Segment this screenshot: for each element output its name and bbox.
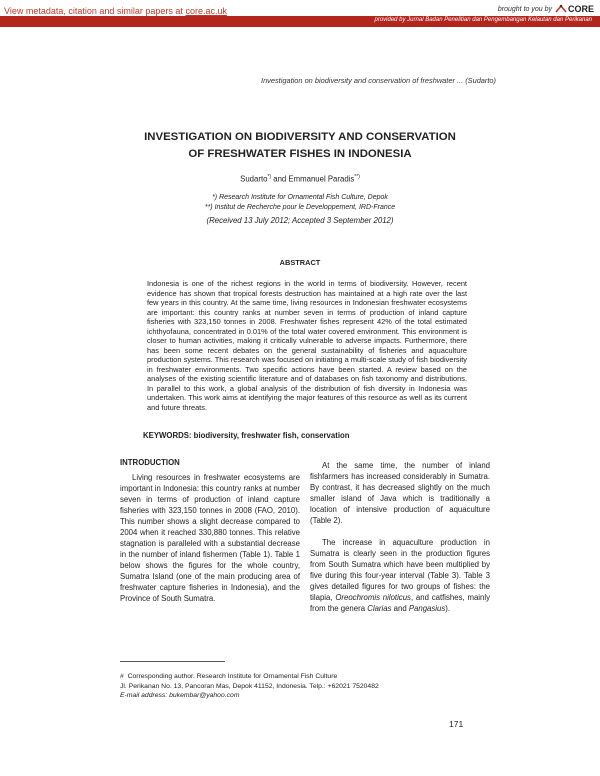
affiliation-2: **) Institut de Recherche pour le Developpement, IRD-France xyxy=(204,204,396,211)
left-column xyxy=(120,472,300,615)
genus-name-1: Clarias xyxy=(367,604,392,613)
intro-paragraph-3 xyxy=(310,537,490,614)
core-logo-icon xyxy=(555,4,567,14)
author-2-mark: **) xyxy=(354,174,360,180)
introduction-heading: INTRODUCTION xyxy=(120,458,180,467)
author-1-mark: *) xyxy=(267,174,272,180)
intro-paragraph-2: At the same time, the number of inland fishfarmers has increased considerably in Sumatra. By contrast, it has decreased slightly on the much smaller island of Java which is traditionally a location of intensive production of aquaculture (Table 2). xyxy=(310,461,490,525)
right-column xyxy=(310,460,490,625)
abstract-heading: ABSTRACT xyxy=(279,258,321,267)
view-metadata-link[interactable] xyxy=(4,6,227,16)
para3-text-a: The increase in aquaculture production in Sumatra is clearly seen in the production figures from South Sumatra which have been multiplied by five during this four-year interval (Table 3). Table 3 gives detailed figures for two groups of fishes: the tilapia, xyxy=(310,538,490,602)
brought-by xyxy=(498,4,594,14)
affiliation-1: *) Research Institute for Ornamental Fish Culture, Depok xyxy=(212,194,388,201)
author-line xyxy=(0,174,600,184)
footnote-line-2: Jl. Perikanan No. 13, Pancoran Mas, Depok 41152, Indonesia. Telp.: +62021 7520482 xyxy=(120,682,379,690)
species-name: Oreochromis niloticus xyxy=(335,593,411,602)
footnote xyxy=(120,672,480,701)
author-1: Sudarto xyxy=(240,174,268,184)
page-number: 171 xyxy=(449,719,464,729)
received-date: (Received 13 July 2012; Accepted 3 September 2012) xyxy=(206,216,394,225)
footnote-line-1 xyxy=(120,672,480,682)
para3-text-c: and xyxy=(391,604,409,613)
para3-text-b: , and catfishes, mainly from the genera xyxy=(310,593,490,613)
author-2: Emmanuel Paradis xyxy=(288,174,355,184)
running-head: Investigation on biodiversity and conservation of freshwater ... (Sudarto) xyxy=(261,76,496,85)
paper-title xyxy=(120,129,480,163)
core-site-link[interactable]: core.ac.uk xyxy=(185,6,227,16)
view-metadata-text: View metadata, citation and similar papers at xyxy=(4,6,186,16)
abstract-text: Indonesia is one of the richest regions in the world in terms of biodiversity. However, recent evidence has shown that tropical forests destruction has maintained at a high rate over the last few years in this country. At the same time, living resources in Indonesian freshwater ecosystems are important: this country ranks at number seven in terms of production of inland capture fisheries with 323,150 tonnes in 2008. Freshwater fishes represent 42% of the total estimated ichthyofauna, concentrated in 0.01% of the total water covered environment. This environment is closer to human activities, making it critically vulnerable to adverse impacts. Furthermore, there has been some recent debates on the general sustainability of fisheries and aquaculture production systems. This research was focused on initiating a multi-scale study of fish biodiversity in freshwater environments. Two specific actions have been started. A review based on the analyses of the existing scientific literature and of databases on fish taxonomy and distributions. In parallel to this work, a global analysis of the distribution of fish diversity in Indonesia was undertaken. This work aims at identifying the major features of this resource as well as its current and future threats. xyxy=(147,279,467,412)
keywords: KEYWORDS: biodiversity, freshwater fish, conservation xyxy=(143,431,350,440)
core-logo[interactable] xyxy=(555,4,594,14)
provider-bar xyxy=(0,16,600,27)
author-conjunction: and xyxy=(271,174,289,184)
title-line-2: OF FRESHWATER FISHES IN INDONESIA xyxy=(188,148,412,160)
core-label: CORE xyxy=(567,4,594,14)
title-line-1: INVESTIGATION ON BIODIVERSITY AND CONSERVATION xyxy=(144,131,456,143)
intro-paragraph-1: Living resources in freshwater ecosystems are important in Indonesia: this country ranks at number seven in terms of production of inland capture fisheries with 323,150 tonnes in 2008 (FAO, 2010). This number shows a slight decrease compared to 2004 when it reached 330,880 tonnes. This relative stagnation is paralleled with a substantial decrease in the number of inland fishermen (Table 1). Table 1 below shows the figures for the whole country, Sumatra Island (one of the main producing area of freshwater capture fisheries in Indonesia), and the Province of South Sumatra. xyxy=(120,473,300,603)
para3-text-d: ). xyxy=(445,604,451,613)
brought-by-text: brought to you by xyxy=(497,5,552,13)
footnote-divider xyxy=(120,661,225,662)
footnote-author: Corresponding author. Research Institute for Ornamental Fish Culture xyxy=(127,673,338,680)
footnote-email: E-mail address: bukembar@yahoo.com xyxy=(120,692,240,699)
genus-name-2: Pangasius xyxy=(408,604,446,613)
provider-text[interactable]: provided by Jurnal Badan Penelitian dan Pengembangan Kelautan dan Perikanan xyxy=(374,17,592,23)
footnote-mark: # xyxy=(120,673,124,680)
